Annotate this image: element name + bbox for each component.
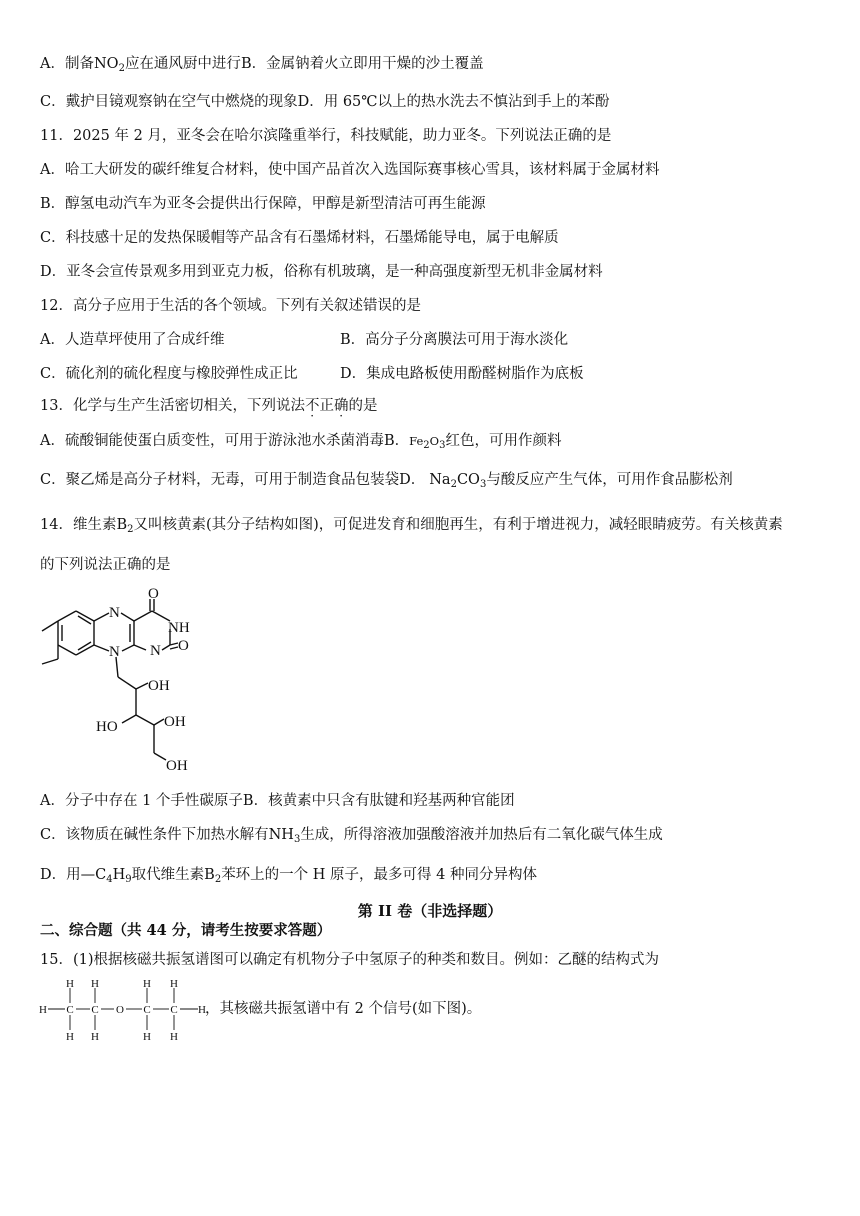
q14-option-d-formula-b: B [204, 867, 215, 883]
q14-option-d-text: 苯环上的一个 H 原子，最多可得 4 种同分异构体 [221, 867, 537, 883]
diethyl-ether-structural-formula [38, 978, 218, 1044]
ether-atom-o: O [116, 1004, 124, 1016]
q10-option-d: D．用 65℃以上的热水洗去不慎沾到手上的苯酚 [297, 94, 610, 110]
q13-option-b-text: 红色，可用作颜料 [445, 433, 562, 449]
ether-atom-c: C [143, 1004, 151, 1016]
q10-option-a-text: 应在通风厨中进行 [124, 56, 241, 72]
q13-option-b-formula-o: O [429, 434, 440, 448]
q14-stem-text: 又叫核黄素(其分子结构如图)，可促进发育和细胞再生，有利于增进视力，减轻眼睛疲劳。有关核黄素 [133, 517, 783, 533]
q13-stem-mid: 正 [319, 398, 334, 414]
q15-stem: 15．(1)根据核磁共振氢谱图可以确定有机物分子中氢原子的种类和数目。例如：乙醚的结构式为 [40, 952, 659, 968]
q13-option-d-formula-na: Na [429, 472, 451, 488]
q14-line-ab [40, 791, 515, 811]
q13-emphasis-correct: 确 [333, 398, 349, 414]
q11-option-b: B．醇氢电动汽车为亚冬会提供出行保障，甲醇是新型清洁可再生能源 [40, 196, 486, 212]
q10-line-cd [40, 92, 610, 112]
ether-atom-h: H [170, 1031, 178, 1043]
atom-nh: NH [168, 620, 190, 636]
q10-option-b: B．金属钠着火立即用干燥的沙土覆盖 [240, 56, 484, 72]
group-ho: HO [96, 719, 118, 735]
q13-line-ab [40, 431, 561, 451]
q11-stem: 11．2025 年 2 月，亚冬会在哈尔滨隆重举行，科技赋能，助力亚冬。下列说法正确的是 [40, 128, 612, 144]
q10-option-c: C．戴护目镜观察钠在空气中燃烧的现象 [40, 94, 298, 110]
ether-atom-h: H [143, 978, 151, 990]
q13-stem-prefix: 13．化学与生产生活密切相关，下列说法 [40, 398, 305, 414]
q13-option-b-sub2: 3 [439, 440, 446, 451]
q14-option-c-sub: 3 [293, 834, 301, 845]
q13-option-d-formula-co: CO [456, 472, 480, 488]
group-oh-2: OH [164, 714, 186, 730]
ether-atom-h: H [198, 1004, 206, 1016]
q14-stem-prefix: 14．维生素 [40, 517, 117, 533]
q11-option-d: D．亚冬会宣传景观多用到亚克力板，俗称有机玻璃，是一种高强度新型无机非金属材料 [40, 264, 603, 280]
q12-option-b: B．高分子分离膜法可用于海水淡化 [340, 332, 569, 348]
q14-option-c-formula: NH [268, 827, 294, 843]
q14-option-b: B．核黄素中只含有肽键和羟基两种官能团 [242, 793, 515, 809]
ether-atom-h: H [66, 1031, 74, 1043]
ether-atom-c: C [91, 1004, 99, 1016]
q14-option-d-sub3: 2 [214, 874, 222, 885]
riboflavin-structure-diagram [38, 585, 218, 785]
q10-line-ab [40, 54, 484, 74]
q10-option-a-prefix: A．制备 [40, 56, 94, 72]
section-2-heading: 二、综合题（共 44 分，请考生按要求答题） [40, 922, 332, 939]
q13-option-d-sub2: 3 [479, 479, 487, 490]
q13-stem-suffix: 的是 [348, 398, 378, 414]
ether-atom-h: H [91, 978, 99, 990]
q14-stem-line1 [40, 515, 783, 535]
q14-stem-line2: 的下列说法正确的是 [40, 557, 171, 573]
q14-option-d-sub1: 4 [106, 874, 113, 885]
atom-o-right: O [178, 638, 189, 654]
q11-option-a: A．哈工大研发的碳纤维复合材料，使中国产品首次入选国际赛事核心雪具，该材料属于金属材料 [40, 162, 660, 178]
q12-stem: 12．高分子应用于生活的各个领域。下列有关叙述错误的是 [40, 298, 421, 314]
ether-atom-h: H [91, 1031, 99, 1043]
q13-emphasis-not: 不 [304, 398, 320, 414]
q14-option-d-sub2: 9 [125, 874, 132, 885]
group-oh-1: OH [148, 678, 170, 694]
atom-n-bottom: N [109, 644, 120, 660]
q13-option-c: C．聚乙烯是高分子材料，无毒，可用于制造食品包装袋 [40, 472, 400, 488]
q14-option-c [40, 825, 663, 845]
q12-option-c: C．硫化剂的硫化程度与橡胶弹性成正比 [40, 366, 298, 382]
q13-option-d-label: D． [399, 472, 426, 488]
q12-option-d: D．集成电路板使用酚醛树脂作为底板 [340, 366, 584, 382]
q14-option-d-formula-h: H [112, 867, 126, 883]
q14-stem-sub: 2 [127, 524, 134, 535]
atom-o-top: O [148, 586, 159, 602]
group-oh-3: OH [166, 758, 188, 774]
q13-option-b-sub1: 2 [423, 440, 430, 451]
q13-option-b-formula-fe: Fe [409, 434, 424, 448]
q12-option-a: A．人造草坪使用了合成纤维 [40, 332, 225, 348]
atom-n-ring: N [150, 643, 161, 659]
section-2-title: 第 II 卷（非选择题） [357, 902, 503, 920]
atom-n-top: N [109, 605, 120, 621]
q14-option-d [40, 865, 537, 885]
q13-stem [40, 396, 377, 416]
ether-atom-c: C [66, 1004, 74, 1016]
q14-option-d-mid: 取代维生素 [131, 867, 205, 883]
ether-atom-h: H [39, 1004, 47, 1016]
q13-option-d-text: 与酸反应产生气体，可用作食品膨松剂 [486, 472, 733, 488]
q14-option-d-prefix: D．用— [40, 867, 96, 883]
q13-option-b-label: B． [383, 433, 410, 449]
ether-atom-h: H [170, 978, 178, 990]
q10-option-a-formula: NO [93, 56, 119, 72]
q14-stem-formula-b: B [116, 517, 128, 533]
q14-option-a: A．分子中存在 1 个手性碳原子 [40, 793, 243, 809]
q14-option-c-text: 生成，所得溶液加强酸溶液并加热后有二氧化碳气体生成 [300, 827, 663, 843]
q15-stem-continuation: ，其核磁共振氢谱中有 2 个信号(如下图)。 [205, 1001, 482, 1017]
q14-option-d-formula-c: C [95, 867, 107, 883]
ether-atom-h: H [143, 1031, 151, 1043]
q11-option-c: C．科技感十足的发热保暖帽等产品含有石墨烯材料，石墨烯能导电，属于电解质 [40, 230, 559, 246]
q13-line-cd [40, 470, 733, 490]
q13-option-a: A．硫酸铜能使蛋白质变性，可用于游泳池水杀菌消毒 [40, 433, 384, 449]
q10-option-a-subscript: 2 [118, 63, 125, 74]
ether-atom-c: C [170, 1004, 178, 1016]
q14-option-c-prefix: C．该物质在碱性条件下加热水解有 [40, 827, 269, 843]
q13-option-d-sub1: 2 [450, 479, 457, 490]
ether-atom-h: H [66, 978, 74, 990]
